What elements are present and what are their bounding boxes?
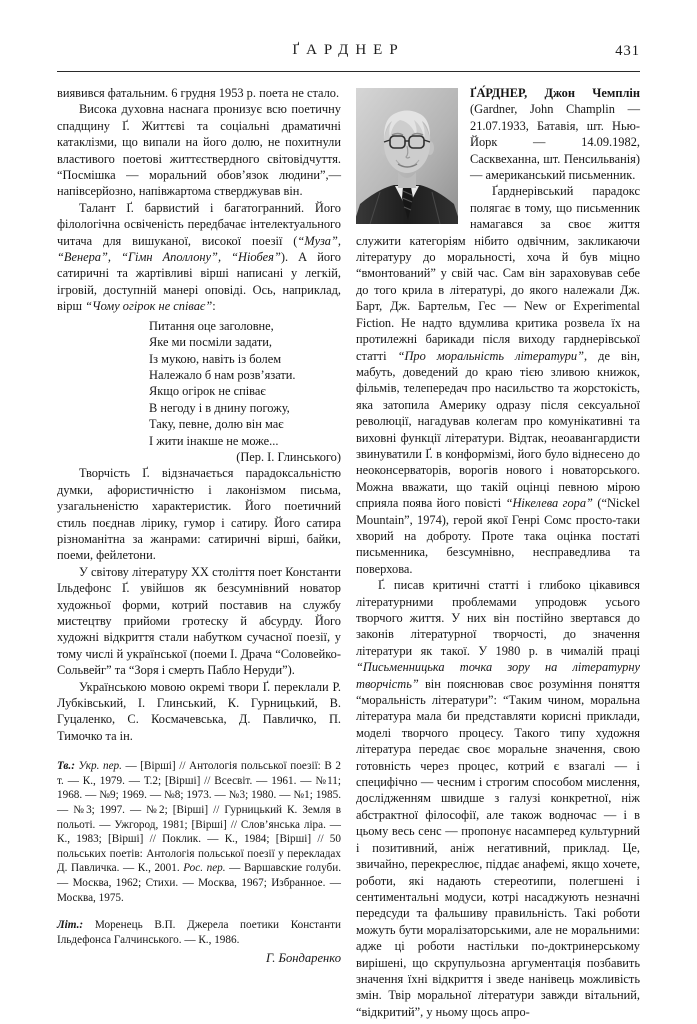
poem-line: Таку, певне, долю він має	[149, 417, 284, 432]
works-bibliography: Тв.: Укр. пер. — [Вірші] // Антологія польської поезії: В 2 т. — К., 1979. — Т.2; [Вірші] // Всесвіт. — 1961. — №11; 1968. — №9; 1969. — №8; 1973. — №3; 1980. — №1; 1985. — №3; 1997. — №2; [Вірші] // Гурницький К. Земля в польоті. — Ужгород, 1981; [Вірші] // Слов’янська ліра. — К., 1983; [Вірші] // Поклик. — К., 1984; [Вірші] // 50 польських поетів: Антологія польської поезії у перекладах Д. Павличка. — К., 2001. Рос. пер. — Варшавские голуби. — Москва, 1962; Стихи. — Москва, 1967; Избранное. — Москва, 1975.	[57, 760, 342, 904]
translator-attribution: (Пер. І. Глинського)	[236, 449, 341, 464]
poem-line: Якщо огірок не співає	[149, 384, 266, 399]
header-rule	[57, 71, 640, 72]
portrait-photo	[356, 88, 458, 224]
literature-reference: Літ.: Моренець В.П. Джерела поетики Константи Ільдефонса Галчинського. — К., 1986.	[57, 919, 341, 946]
poem-line: Яке ми посміли задати,	[149, 335, 272, 350]
poem-line: Із мукою, навіть із болем	[149, 351, 282, 366]
paragraph: Українською мовою окремі твори Ґ. переклали Р. Лубківський, І. Глинський, К. Гурницький, В. Гуцаленко, С. Космачевська, Д. Павличко, П. Тимочко та ін.	[57, 679, 341, 743]
page-number: 431	[615, 43, 640, 59]
running-head-title: ҐАРДНЕР	[292, 42, 405, 58]
poem-line: Питання оце заголовне,	[149, 318, 274, 333]
paragraph: Ґ. писав критичні статті і глибоко цікавився літературними проблемами упродовж усього творчого життя. У них він постійно звертався до законів літературної творчості, до значення літератури як такої. У 1980 р. в чималій праці “Письменницька точка зору на літературну творчість” він пояснював своє розуміння поняття “моральність літератури”: “Таким чином, моральна література мала би представляти корисні приклади, моделі творчого процесу. Такого типу художня література передає своє моральне значення, свою готовність через процес, котрий є взагалі — і специфічно — чесним і строгим способом мислення, дослідженням швидше з галузі конкретної, ніж абстрактної філософії, але також водночас — і в цьому весь сенс — пропонує насамперед культурний і позитивний, аніж негативний, приклад. Це, звичайно, перекреслює, піддає анафемі, якщо хочете, роботи, які надають стереотипи, полегшені і сентиментальні модуси, котрі насаджують незначні передсуди та фальшиву правильність. Такі роботи можуть бути моралізаторськими, але не моральними: адже ці роботи настільки по-доктринерському вирішені, що скрупульозна аргументація позбавить значення їхні відкриття і зведе нанівець можливість змін. Твір моральної літератури завжди вітальний, “відкритий”, у ньому щось апро-	[356, 578, 640, 1019]
entry-title-paragraph: ҐА́РДНЕР, Джон Чемплін (Gardner, John Champlin — 21.07.1933, Батавія, шт. Нью-Йорк — 14.09.1982, Сасквеханна, шт. Пенсильванія) — американський письменник.	[470, 86, 640, 183]
poem-line: І жити інакше не може...	[149, 433, 279, 448]
paragraph: У світову літературу ХХ століття поет Константи Ільдефонс Ґ. увійшов як безсумнівний новатор художньої форми, котрий поставив на службу мистецтву прийоми гротеску й абсурду. Його художні відкриття стали набутком сучасної поезії, у тому числі й української (поеми І. Драча “Соловейко-Сольвейг” та “Зоря і смерть Пабло Неруди”).	[57, 564, 341, 678]
poem	[149, 318, 341, 449]
portrait-photo-illustration	[356, 88, 458, 224]
two-column-body	[57, 85, 640, 1020]
paragraph: Творчість Ґ. відзначається парадоксальністю думки, афористичністю і лаконізмом письма, узагальненістю характеристик. Його поетичний стиль поєднав лірику, гумор і сатиру. Його сатира різноманітна за жанрами: сатиричні вірші, байки, поеми, фейлетони.	[57, 466, 341, 563]
paragraph: Талант Ґ. барвистий і багатогранний. Його філологічна освіченість передбачає інтелектуального читача для вишуканої, високої поезії (“Муза”, “Венера”, “Гімн Аполлону”, “Ніобея”). А його сатиричні та жартівливі вірші написані у легкій, ігровій, доступній манері оповіді. Ось, наприклад, вірш “Чому огірок не співає”:	[57, 200, 341, 314]
poem-line: Належало б нам розв’язати.	[149, 367, 296, 382]
paragraph-continuation: виявився фатальним. 6 грудня 1953 р. поета не стало.	[57, 86, 340, 100]
left-column	[57, 85, 341, 1020]
running-head	[57, 42, 640, 64]
paragraph: Ґарднерівський парадокс полягає в тому, що письменник намагався за своє життя служити категоріям нібито одвічним, закликаючи літературу до моральності, хоча й був міцно “вмонтований” у свій час. Сам він зараховував себе до того крила в літературі, до якого належали Дж. Барт, Дж. Бартельм, Гес — New or Experimental Fiction. Не надто вдумлива критика розвела їх на протилежні барикади після виходу гарднерівської статті “Про моральність літератури”, де він, мабуть, доведений до краю тією зливою книжок, фільмів, телепередач про насильство та жорстокість, яка затопила Америку одразу після сексуальної революції, нагадував колегам про комунікативні та виховні функції літератури. Відтак, неоавангардисти звинуватили Ґ. в конформізмі, його було віднесено до неоконсерваторів, ворогів нового і новаторського. Можна вважати, що такій оцінці певною мірою сприяла поява його повісті “Нікелева гора” (“Nickel Mountain”, 1974), герой якої Генрі Сомс просто-таки хворий на доброту. Проте така оцінка постаті письменника, безсумнівно, несправедлива та поверхова.	[356, 184, 641, 576]
paragraph: Висока духовна наснага пронизує всю поетичну спадщину Ґ. Життєві та соціальні драматичні катаклізми, що випали на його долю, не похитнули властивого поетові життєствердного світовідчуття. “Посмішка — моральний обов’язок людини”,— напівсерйозно, напівжартома стверджував він.	[57, 102, 341, 199]
poem-line: В негоду і в днину погожу,	[149, 400, 290, 415]
right-column	[356, 85, 640, 1020]
author-signature: Г. Бондаренко	[266, 951, 341, 966]
